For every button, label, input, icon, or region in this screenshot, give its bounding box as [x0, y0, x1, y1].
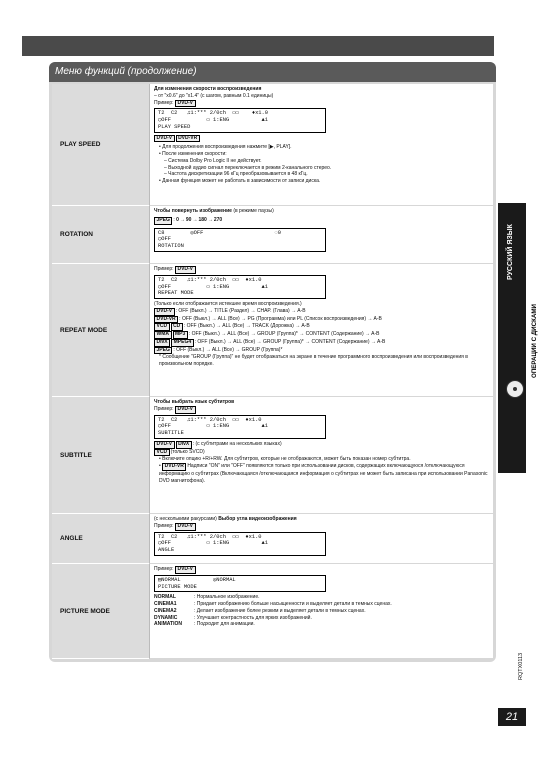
dvd-vr-badge: DVD-VR [176, 135, 200, 143]
play-speed-heading: Для изменения скорости воспроизведения [154, 86, 262, 92]
subtitle-divx-note: DVD-V DivX : (с субтитрами на нескольких языках) [154, 441, 489, 449]
dvd-v-badge: DVD-V [154, 135, 175, 143]
row-angle [52, 514, 493, 564]
side-section-label: ОПЕРАЦИИ С ДИСКАМИ [531, 304, 538, 378]
repeat-line-vcd: VCD CD : OFF (Выкл.) → ALL (Все) → TRACK (Дорожка) → A-B [154, 323, 489, 331]
repeat-footnote: * Сообщение "GROUP (Группа)" не будет отображаться на экране в течение программного воспроизведения или воспроизведения в произвольном порядке. [159, 354, 468, 367]
picture-mode-osd: ▤NORMAL ◎NORMAL PICTURE MODE [154, 575, 326, 593]
rotation-heading: Чтобы повернуть изображение [154, 208, 232, 214]
play-speed-range: – от "x0.6" до "x1.4" (с шагом, равным 0.1 единицы) [154, 92, 274, 99]
repeat-mode-osd: T2 C2 ♫1:*** 2/0ch ▭▭ ♦x1.0 ◯OFF ▭ 1:ENG ▲1 REPEAT MODE [154, 275, 326, 299]
side-language-label: РУССКИЙ ЯЗЫК [507, 224, 514, 280]
picture-mode-item: ANIMATION : Подходит для анимации. [154, 621, 255, 628]
picture-mode-item: CINEMA2 : Делает изображение более резким и выделяет детали в темных сценах. [154, 607, 366, 614]
row-play-speed [52, 84, 493, 206]
repeat-mode-note: (Только если отображается истекшее время воспроизведения.) [154, 301, 302, 307]
repeat-line-wma: WMA MP3 : OFF (Выкл.) → ALL (Все) → GROUP (Группа)* → CONTENT (Содержание) → A-B [154, 331, 489, 339]
play-speed-subbullet: – Частота дискретизации 96 кГц преобразовывается в 48 кГц. [164, 171, 308, 178]
content-angle: (с несколькими ракурсами) Выбор угла видеоизображения Пример: DVD-V T2 C2 ♫1:*** 2/0ch ▭▭ ♦x1.0 ◯OFF ▭ 1:ENG ▲1 ANGLE [149, 514, 493, 564]
label-play-speed: PLAY SPEED [52, 84, 149, 206]
play-speed-osd: T2 C2 ♫1:*** 2/0ch ▭▭ ♦x1.0 ◯OFF ▭ 1:ENG ▲1 PLAY SPEED [154, 108, 326, 132]
subtitle-vcd-note: VCD (только SVCD) [154, 449, 489, 457]
function-table [52, 84, 493, 659]
rotation-sequence: JPEG : 0→90→180→270 [154, 217, 489, 225]
dvd-v-badge: DVD-V [175, 566, 196, 574]
repeat-line-dvdvr: DVD-VR : OFF (Выкл.) → ALL (Все) → PG (Программа) или PL (Список воспроизведения) → A-B [154, 316, 489, 324]
play-speed-bullet: • После изменения скорости: [159, 151, 227, 157]
row-repeat-mode [52, 264, 493, 397]
dvd-v-badge: DVD-V [175, 100, 196, 108]
label-picture-mode: PICTURE MODE [52, 564, 149, 659]
dvd-v-badge: DVD-V [175, 523, 196, 531]
content-rotation: Чтобы повернуть изображение (в режиме паузы) JPEG : 0→90→180→270 C8 ◎OFF ◌0 ◯OFF ROTATION [149, 206, 493, 264]
repeat-line-jpeg: JPEG : OFF (Выкл.) → ALL (Все) → GROUP (Группа)* [154, 347, 489, 355]
play-speed-bullet: • Данная функция может не работать в зависимости от записи диска. [159, 178, 321, 184]
label-subtitle: SUBTITLE [52, 397, 149, 514]
picture-mode-item: NORMAL : Нормальное изображение. [154, 594, 260, 601]
top-bar [22, 36, 494, 56]
page-number: 21 [498, 708, 526, 726]
label-repeat-mode: REPEAT MODE [52, 264, 149, 397]
angle-osd: T2 C2 ♫1:*** 2/0ch ▭▭ ♦x1.0 ◯OFF ▭ 1:ENG ▲1 ANGLE [154, 532, 326, 556]
content-picture-mode: Пример: DVD-V ▤NORMAL ◎NORMAL PICTURE MODE NORMAL : Нормальное изображение. CINEMA1 : Придает изображению больше насыщенности и выделяет детали в темных сценах. CINEMA2 : Делает изображение более резким и выделяет детали в темных сценах. DYNAMIC : Улучшает контрастность для ярких изображений. ANIMATION : Подходит для анимации. [149, 564, 493, 659]
subtitle-bullet: • Включите опцию +R/+RW. Для субтитров, которые не отображаются, может быть показан номер субтитра. [159, 456, 411, 463]
panel-title: Меню функций (продолжение) [49, 62, 496, 82]
subtitle-heading: Чтобы выбрать язык субтитров [154, 399, 235, 405]
repeat-line-dvdv: DVD-V : OFF (Выкл.) → TITLE (Раздел) → CHAP. (Глава) → A-B [154, 308, 489, 316]
row-picture-mode [52, 564, 493, 659]
picture-mode-item: DYNAMIC : Улучшает контрастность для ярких изображений. [154, 614, 312, 621]
picture-mode-item: CINEMA1 : Придает изображению больше насыщенности и выделяет детали в темных сценах. [154, 601, 392, 607]
content-play-speed [149, 84, 493, 206]
row-subtitle [52, 397, 493, 514]
play-speed-subbullet: – Система Dolby Pro Logic II не действует. [164, 157, 262, 164]
dvd-v-badge: DVD-V [175, 406, 196, 414]
jpeg-badge: JPEG [154, 217, 172, 225]
dvd-v-badge: DVD-V [175, 266, 196, 274]
label-rotation: ROTATION [52, 206, 149, 264]
row-rotation [52, 206, 493, 264]
play-speed-bullet: • Для продолжения воспроизведения нажмите [▶, PLAY]. [159, 144, 292, 151]
label-angle: ANGLE [52, 514, 149, 564]
angle-heading: Выбор угла видеоизображения [218, 516, 297, 522]
subtitle-osd: T2 C2 ♫1:*** 2/0ch ▭▭ ♦x1.0 ◯OFF ▭ 1:ENG ▲1 SUBTITLE [154, 415, 326, 439]
play-speed-subbullet: – Выходной аудио сигнал переключается в режим 2-канального стерео. [164, 164, 332, 171]
document-code: RQTX0113 [518, 652, 524, 680]
content-repeat-mode: Пример: DVD-V T2 C2 ♫1:*** 2/0ch ▭▭ ♦x1.0 ◯OFF ▭ 1:ENG ▲1 REPEAT MODE (Только если отображается истекшее время воспроизведения.) DVD-V : OFF (Выкл.) → TITLE (Раздел) → CHAP. (Глава) → A-B DVD-VR : OFF (Выкл.) → ALL (Все) → PG (Программа) или PL (Список воспроизведения) → A-B VCD CD : OFF (Выкл.) → ALL (Все) → TRACK (Дорожка) → A-B WMA MP3 : OFF (Выкл.) → ALL (Все) → GROUP (Группа)* → CONTENT (Содержание) → A-B DivX MPEG4 : OFF (Выкл.) → ALL (Все) → GROUP (Группа)* → CONTENT (Содержание) → A-B JPEG : OFF (Выкл.) → ALL (Все) → GROUP (Группа)* * Сообщение "GROUP (Группа)" не будет отображаться на экране в течение программного воспроизведения или воспроизведения в произвольном порядке. [149, 264, 493, 397]
example-label: Пример: [154, 99, 174, 106]
rotation-osd: C8 ◎OFF ◌0 ◯OFF ROTATION [154, 228, 326, 252]
repeat-line-divx: DivX MPEG4 : OFF (Выкл.) → ALL (Все) → GROUP (Группа)* → CONTENT (Содержание) → A-B [154, 339, 489, 347]
disc-icon [506, 380, 524, 398]
subtitle-bullet: • DVD-VR Надписи "ON" или "OFF" появляются только при использовании дисков, содержащих включающуюся /отключающуюся информацию о субтитрах (Включающаяся /отключающаяся информация о субтитрах не может быть записана при использовании Panasonic DVD магнитофона). [159, 463, 488, 484]
content-subtitle: Чтобы выбрать язык субтитров Пример: DVD-V T2 C2 ♫1:*** 2/0ch ▭▭ ♦x1.0 ◯OFF ▭ 1:ENG ▲1 SUBTITLE DVD-V DivX : (с субтитрами на нескольких языках) VCD (только SVCD) • Включите опцию +R/+RW. Для субтитров, которые не отображаются, может быть показан номер субтитра. • DVD-VR Надписи "ON" или "OFF" появляются только при использовании дисков, содержащих включающуюся /отключающуюся информацию о субтитрах (Включающаяся /отключающаяся информация о субтитрах не может быть записана при использовании Panasonic DVD магнитофона). [149, 397, 493, 514]
